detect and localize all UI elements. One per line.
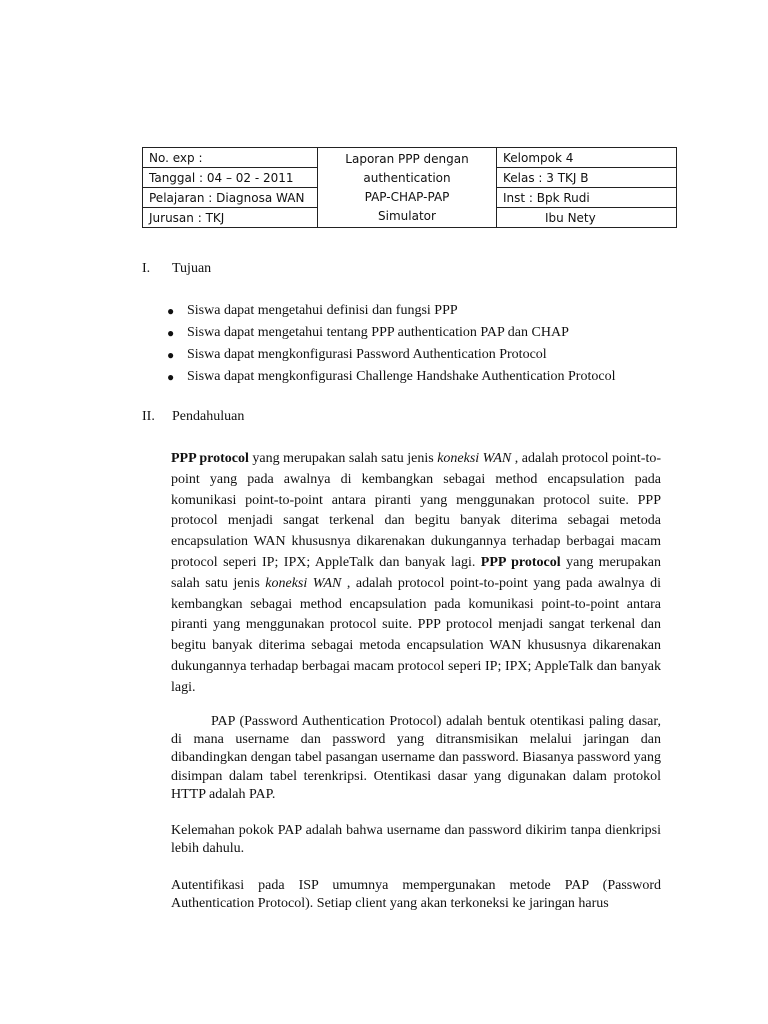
paragraph-text: , adalah protocol point-to-point yang pada awalnya di kembangkan sebagai method encapsulation pada komunikasi point-to-point antara piranti yang menggunakan protocol suite. PPP protocol menjadi sangat terkenal dan begitu banyak diterima sebagai metoda encapsulation WAN khususnya dikarenakan dukungannya terhadap berbagai macam protocol seperi IP; IPX; AppleTalk dan banyak lagi. <box>171 451 662 570</box>
table-cell-date: Tanggal : 04 – 02 - 2011 <box>143 168 318 188</box>
bullet-icon: ● <box>167 326 175 340</box>
header-table <box>142 147 677 228</box>
bullet-icon: ● <box>167 304 175 318</box>
section-heading-intro <box>142 408 244 426</box>
list-item <box>165 344 615 366</box>
list-item <box>165 322 615 344</box>
isp-paragraph: Autentifikasi pada ISP umumnya mempergunakan metode PAP (Password Authentication Protocol). Setiap client yang akan terkoneksi ke jaringan harus <box>171 878 661 912</box>
list-item <box>165 300 615 322</box>
section-number: II. <box>142 409 155 424</box>
table-cell-no-exp: No. exp : <box>143 148 318 168</box>
section-title: Pendahuluan <box>172 409 245 424</box>
table-cell-major: Jurusan : TKJ <box>143 208 318 228</box>
list-item-text: Siswa dapat mengkonfigurasi Challenge Handshake Authentication Protocol <box>187 369 616 384</box>
bullet-icon: ● <box>167 370 175 384</box>
table-cell-group: Kelompok 4 <box>497 148 677 168</box>
section-title: Tujuan <box>172 261 212 276</box>
list-item <box>165 366 615 388</box>
list-item-text: Siswa dapat mengkonfigurasi Password Authentication Protocol <box>187 347 547 362</box>
italic-term: koneksi WAN <box>437 451 512 466</box>
paragraph-text: yang merupakan salah satu jenis <box>248 451 438 466</box>
intro-paragraph <box>171 449 661 699</box>
paragraph-text: yang merupakan salah satu jenis <box>171 554 661 591</box>
report-title-line: Simulator <box>378 208 436 223</box>
table-cell-subject: Pelajaran : Diagnosa WAN <box>143 188 318 208</box>
bullet-icon: ● <box>167 348 175 362</box>
instructor-name-2: Ibu Nety <box>545 210 596 225</box>
section-heading-goals <box>142 260 211 278</box>
report-title-line: Laporan PPP dengan <box>345 151 469 166</box>
section-number: I. <box>142 261 151 276</box>
report-title-line: PAP-CHAP-PAP <box>364 189 450 204</box>
pap-paragraph: PAP (Password Authentication Protocol) adalah bentuk otentikasi paling dasar, di mana username dan password yang ditransmisikan melalui jaringan dan dibandingkan dengan tabel pasangan username dan password. Biasanya password yang disimpan dalam tabel terenkripsi. Otentikasi dasar yang digunakan dalam protokol HTTP adalah PAP. <box>171 714 661 802</box>
report-title-line: authentication <box>363 170 451 185</box>
bold-term: PPP protocol <box>480 554 561 570</box>
list-item-text: Siswa dapat mengetahui tentang PPP authentication PAP dan CHAP <box>187 325 569 340</box>
bold-term: PPP protocol <box>171 451 249 466</box>
goals-list <box>165 300 615 388</box>
table-row <box>143 148 677 168</box>
weakness-paragraph: Kelemahan pokok PAP adalah bahwa username dan password dikirim tanpa dienkripsi lebih dahulu. <box>171 823 661 857</box>
table-cell-instructor-2 <box>497 208 677 228</box>
report-title-cell <box>318 148 497 228</box>
list-item-text: Siswa dapat mengetahui definisi dan fungsi PPP <box>187 303 458 318</box>
italic-term: koneksi WAN <box>265 575 342 591</box>
table-cell-instructor: Inst : Bpk Rudi <box>497 188 677 208</box>
paragraph-text: , adalah protocol point-to-point yang pada awalnya di kembangkan sebagai method encapsulation pada komunikasi point-to-point antara piranti yang menggunakan protocol suite. PPP protocol menjadi sangat terkenal dan begitu banyak diterima sebagai metoda encapsulation WAN khususnya dikarenakan dukungannya terhadap berbagai macam protocol seperi IP; IPX; AppleTalk dan banyak lagi. <box>171 575 661 695</box>
table-cell-class: Kelas : 3 TKJ B <box>497 168 677 188</box>
